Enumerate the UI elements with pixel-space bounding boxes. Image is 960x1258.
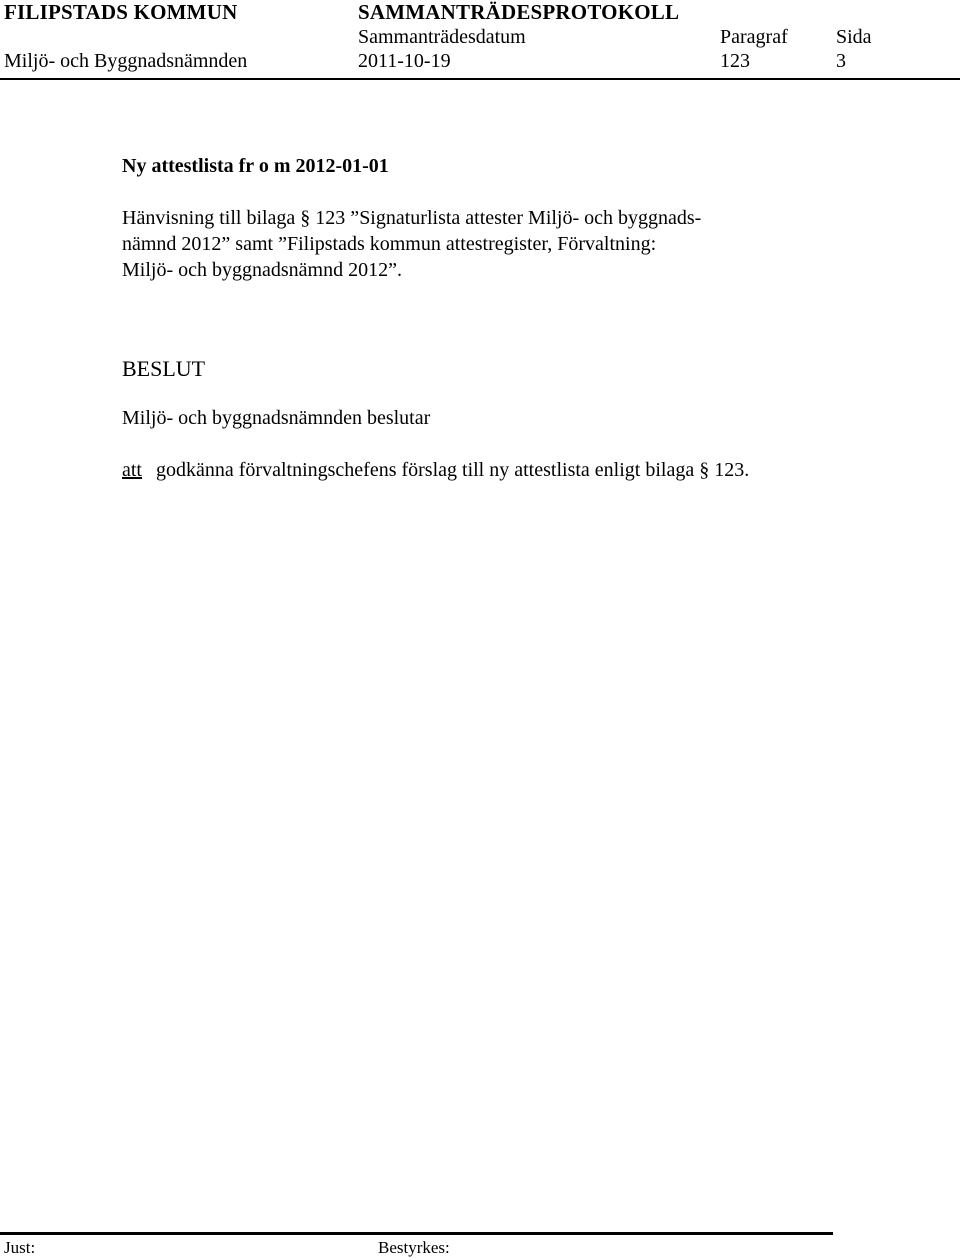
meeting-date-label: Sammanträdesdatum — [358, 26, 526, 48]
decision-text: godkänna förvaltningschefens förslag till ny attestlista enligt bilaga § 123. — [156, 459, 750, 481]
header-divider — [0, 78, 960, 80]
reference-line: Hänvisning till bilaga § 123 ”Signaturlista attester Miljö- och byggnads- — [122, 207, 702, 229]
footer-divider — [0, 1232, 833, 1235]
reference-line: nämnd 2012” samt ”Filipstads kommun attestregister, Förvaltning: — [122, 233, 657, 255]
footer-just-label: Just: — [4, 1238, 36, 1257]
page-label: Sida — [836, 26, 872, 48]
committee-name: Miljö- och Byggnadsnämnden — [4, 50, 248, 72]
decision-heading: BESLUT — [122, 356, 206, 381]
reference-line: Miljö- och byggnadsnämnd 2012”. — [122, 259, 402, 281]
paragraph-label: Paragraf — [720, 26, 788, 48]
decision-att-keyword: att — [122, 459, 142, 481]
page-number: 3 — [836, 50, 846, 72]
item-title: Ny attestlista fr o m 2012-01-01 — [122, 155, 389, 177]
document-type: SAMMANTRÄDESPROTOKOLL — [358, 0, 680, 24]
organization-name: FILIPSTADS KOMMUN — [4, 0, 238, 24]
decision-statement — [122, 459, 749, 482]
footer-bestyrkes-label: Bestyrkes: — [378, 1238, 450, 1257]
decision-intro: Miljö- och byggnadsnämnden beslutar — [122, 407, 431, 429]
meeting-date-value: 2011-10-19 — [358, 50, 451, 72]
paragraph-number: 123 — [720, 50, 750, 72]
